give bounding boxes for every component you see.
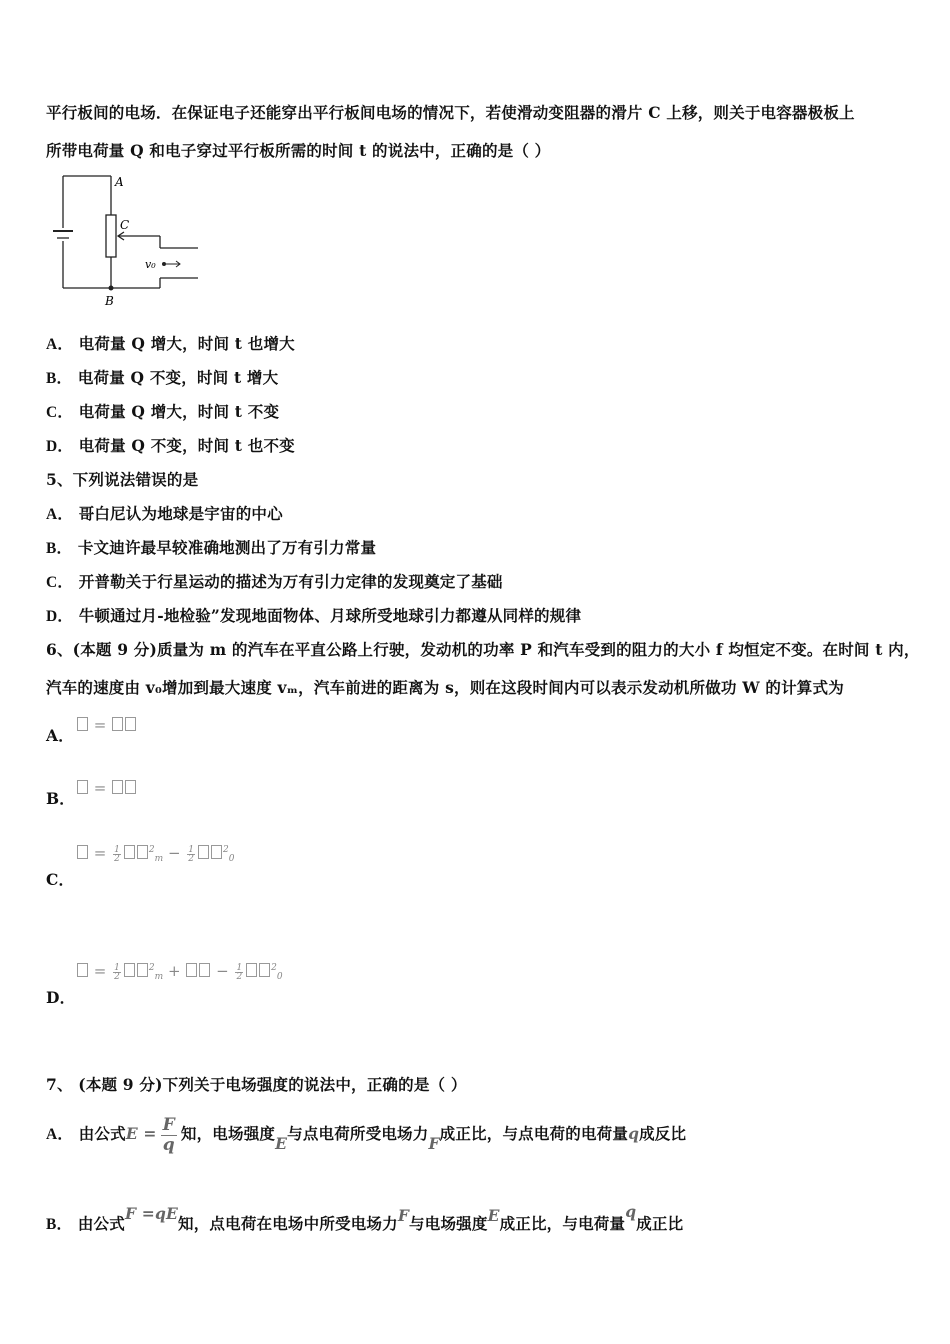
q7-option-a: A． 由公式E = $\frac{F}{q}$ 知，电场强度E与点电荷所受电场力F成正比，与点电荷的电荷量q成反比 bbox=[46, 1114, 687, 1155]
intro-line-2: 所带电荷量 Q 和电子穿过平行板所需的时间 t 的说法中，正确的是（ ） bbox=[46, 141, 551, 160]
q6-option-a-letter: A． bbox=[46, 726, 74, 745]
q5-option-c: C． 开普勒关于行星运动的描述为万有引力定律的发现奠定了基础 bbox=[46, 572, 503, 591]
q7-stem: 7、 (本题 9 分)下列关于电场强度的说法中，正确的是（ ） bbox=[46, 1075, 467, 1094]
q4-option-b: B． 电荷量 Q 不变，时间 t 增大 bbox=[46, 368, 279, 387]
q6-option-d-formula: = $\frac{1}{2}$ $^2_m$ + − $\frac{1}{2}$ $^2_0$ bbox=[76, 962, 283, 982]
label-v0: v₀ bbox=[145, 258, 156, 271]
q6-option-b-letter: B． bbox=[46, 789, 76, 808]
label-a: A bbox=[115, 175, 124, 189]
q6-option-a-formula: = bbox=[76, 716, 137, 734]
q5-option-a: A． 哥白尼认为地球是宇宙的中心 bbox=[46, 504, 283, 523]
q4-option-a: A． 电荷量 Q 增大，时间 t 也增大 bbox=[46, 334, 295, 353]
q6-stem-line-1: 6、(本题 9 分)质量为 m 的汽车在平直公路上行驶，发动机的功率 P 和汽车受到的阻力的大小 f 均恒定不变。在时间 t 内， bbox=[46, 640, 920, 659]
circuit-diagram bbox=[48, 168, 208, 310]
label-c: C bbox=[120, 218, 130, 232]
q5-option-d: D． 牛顿通过月-地检验”发现地面物体、月球所受地球引力都遵从同样的规律 bbox=[46, 606, 582, 625]
q6-stem-line-2: 汽车的速度由 v₀增加到最大速度 vₘ，汽车前进的距离为 s，则在这段时间内可以表示发动机所做功 W 的计算式为 bbox=[46, 678, 844, 697]
q6-option-c-letter: C． bbox=[46, 870, 75, 889]
q4-option-d: D． 电荷量 Q 不变，时间 t 也不变 bbox=[46, 436, 295, 455]
q4-option-c: C． 电荷量 Q 增大，时间 t 不变 bbox=[46, 402, 280, 421]
label-b: B bbox=[105, 294, 114, 308]
q7-option-b: B． 由公式F =qE知，点电荷在电场中所受电场力F与电场强度E成正比，与电荷量q成正比 bbox=[46, 1202, 684, 1233]
intro-line-1: 平行板间的电场．在保证电子还能穿出平行板间电场的情况下，若使滑动变阻器的滑片 C 上移，则关于电容器极板上 bbox=[46, 103, 855, 122]
junction-dot bbox=[109, 286, 114, 291]
q6-option-b-formula: = bbox=[76, 779, 137, 797]
electron-dot bbox=[162, 262, 166, 266]
q5-option-b: B． 卡文迪许最早较准确地测出了万有引力常量 bbox=[46, 538, 377, 557]
q5-stem: 5、下列说法错误的是 bbox=[46, 470, 199, 489]
q6-option-d-letter: D． bbox=[46, 988, 76, 1007]
q6-option-c-formula: = $\frac{1}{2}$ $^2_m$ − $\frac{1}{2}$ $^2_0$ bbox=[76, 844, 235, 864]
